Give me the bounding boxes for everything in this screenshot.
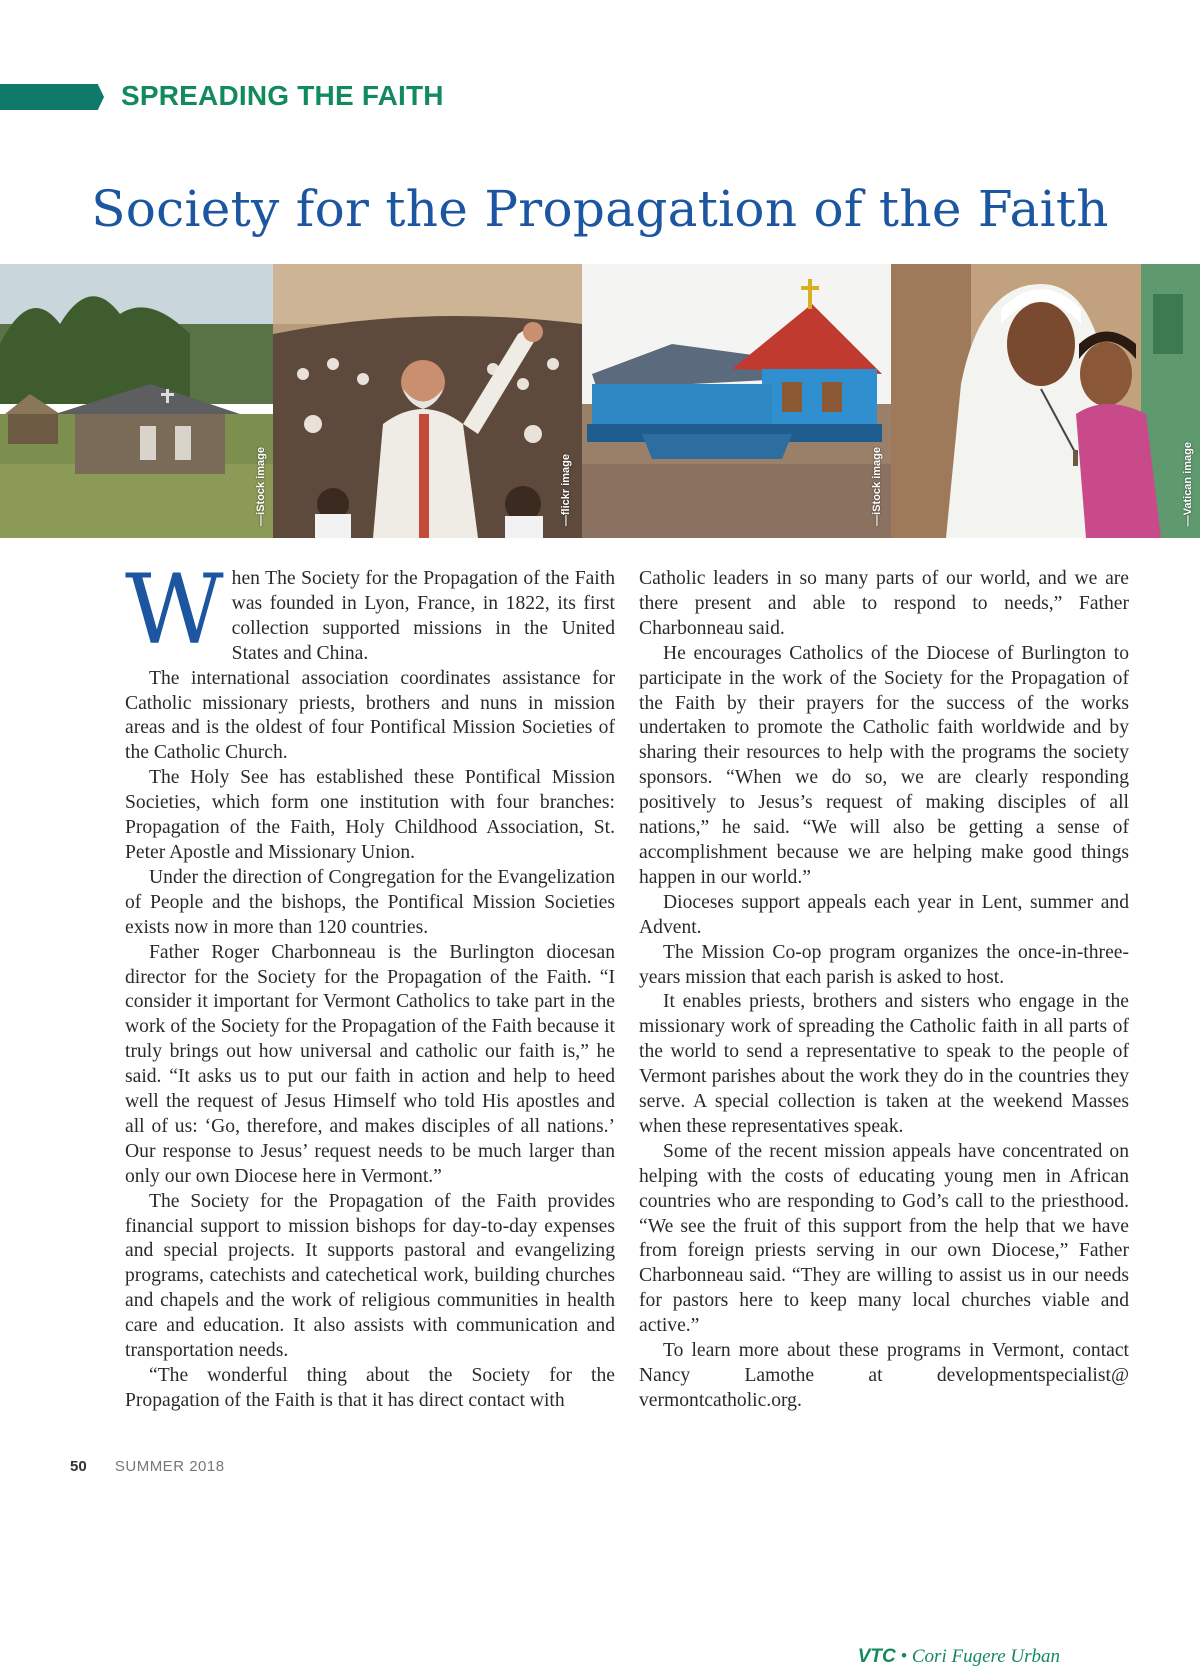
photo-strip <box>0 264 1200 538</box>
paragraph: Under the direction of Congregation for the Evangelization of People and the bishops, the Pontifical Mission Societies exists now in more than 120 countries. <box>125 866 615 938</box>
paragraph: Catholic leaders in so many parts of our world, and we are there present and able to respond to needs,” Father Charbonneau said. <box>639 568 1129 639</box>
column-left <box>125 554 615 1414</box>
paragraph: Father Roger Charbonneau is the Burlington diocesan director for the Society for the Propagation of the Faith. “I consider it important for Vermont Catholics to take part in the work of the Society for the Propagation of the Faith because it truly brings out how universal and catholic our faith is,” he said. “It asks us to put our faith in action and help to heed well the request of Jesus Himself who told His apostles and all of us: ‘Go, therefore, and makes disciples of all nations.’ Our response to Jesus’ request needs to be much larger than only our own Diocese here in Vermont.” <box>125 941 615 1187</box>
drop-cap: W <box>125 554 224 666</box>
paragraph: To learn more about these programs in Vermont, contact Nancy Lamothe at developmentspecialist@ vermontcatholic.org. <box>639 1340 1129 1411</box>
page-footer <box>70 1458 225 1475</box>
paragraph: The Mission Co-op program organizes the once-in-three-years mission that each parish is asked to host. <box>639 941 1129 988</box>
issue-label: SUMMER 2018 <box>114 1458 225 1475</box>
paragraph: It enables priests, brothers and sisters who engage in the missionary work of spreading the Catholic faith in all parts of the world to send a representative to speak to the people of Vermont parishes about the work they do in the countries they serve. A special collection is taken at the weekend Masses when these representatives speak. <box>639 991 1129 1137</box>
photo-credit: —Vatican image <box>1182 441 1194 526</box>
photo-credit: —iStock image <box>255 447 267 526</box>
paragraph: Dioceses support appeals each year in Lent, summer and Advent. <box>639 891 1129 938</box>
photo-nun-girl <box>891 264 1200 538</box>
section-label: SPREADING THE FAITH <box>121 80 444 111</box>
photo-wooden-chapel <box>0 264 273 538</box>
paragraph: When The Society for the Propagation of the Faith was founded in Lyon, France, in 1822, its first collection supported missions in the United States and China. <box>125 554 615 666</box>
paragraph: “The wonderful thing about the Society for the Propagation of the Faith is that it has direct contact with <box>125 1365 615 1411</box>
section-arrow-bar <box>0 84 104 110</box>
photo-floating-church <box>582 264 891 538</box>
byline-separator: • <box>900 1646 908 1667</box>
photo-priest-crowd <box>273 264 582 538</box>
photo-credit: —flickr image <box>560 453 572 526</box>
paragraph: Some of the recent mission appeals have concentrated on helping with the costs of educating young men in African countries who are responding to God’s call to the priesthood. “We see the fruit of this support from the help that we have from foreign priests serving in our own Diocese,” Father Charbonneau said. “They are willing to assist us in our needs for pastors here to keep many local churches viable and active.” <box>639 1140 1129 1337</box>
article-title: Society for the Propagation of the Faith <box>91 180 1109 238</box>
paragraph: The Society for the Propagation of the Faith provides financial support to mission bishops for day-to-day expenses and special projects. It supports pastoral and evangelizing programs, catechists and catechetical work, building churches and chapels and the work of religious communities in health care and education. It also assists with communication and transportation needs. <box>125 1190 615 1362</box>
paragraph: The international association coordinates assistance for Catholic missionary priests, brothers and nuns in mission areas and is the oldest of four Pontifical Mission Societies of the Catholic Church. <box>125 667 615 764</box>
byline <box>858 1645 1060 1670</box>
photo-credit: —iStock image <box>871 447 883 526</box>
column-right <box>639 567 1129 1414</box>
paragraph: The Holy See has established these Pontifical Mission Societies, which form one institution with four branches: Propagation of the Faith, Holy Childhood Association, St. Peter Apostle and Missionary Union. <box>125 767 615 863</box>
byline-org: VTC <box>857 1646 896 1667</box>
paragraph: He encourages Catholics of the Diocese of Burlington to participate in the work of the Society for the Propagation of the Faith by their prayers for the success of the works undertaken to promote the Catholic faith worldwide and by sharing their resources to help with the programs the society sponsors. “When we do so, we are clearly responding positively to Jesus’s request of making disciples of all nations,” he said. “We will also be getting a sense of accomplishment because we are helping make good things happen in our world.” <box>639 642 1129 888</box>
page-number: 50 <box>70 1458 87 1475</box>
byline-author: Cori Fugere Urban <box>911 1646 1060 1667</box>
